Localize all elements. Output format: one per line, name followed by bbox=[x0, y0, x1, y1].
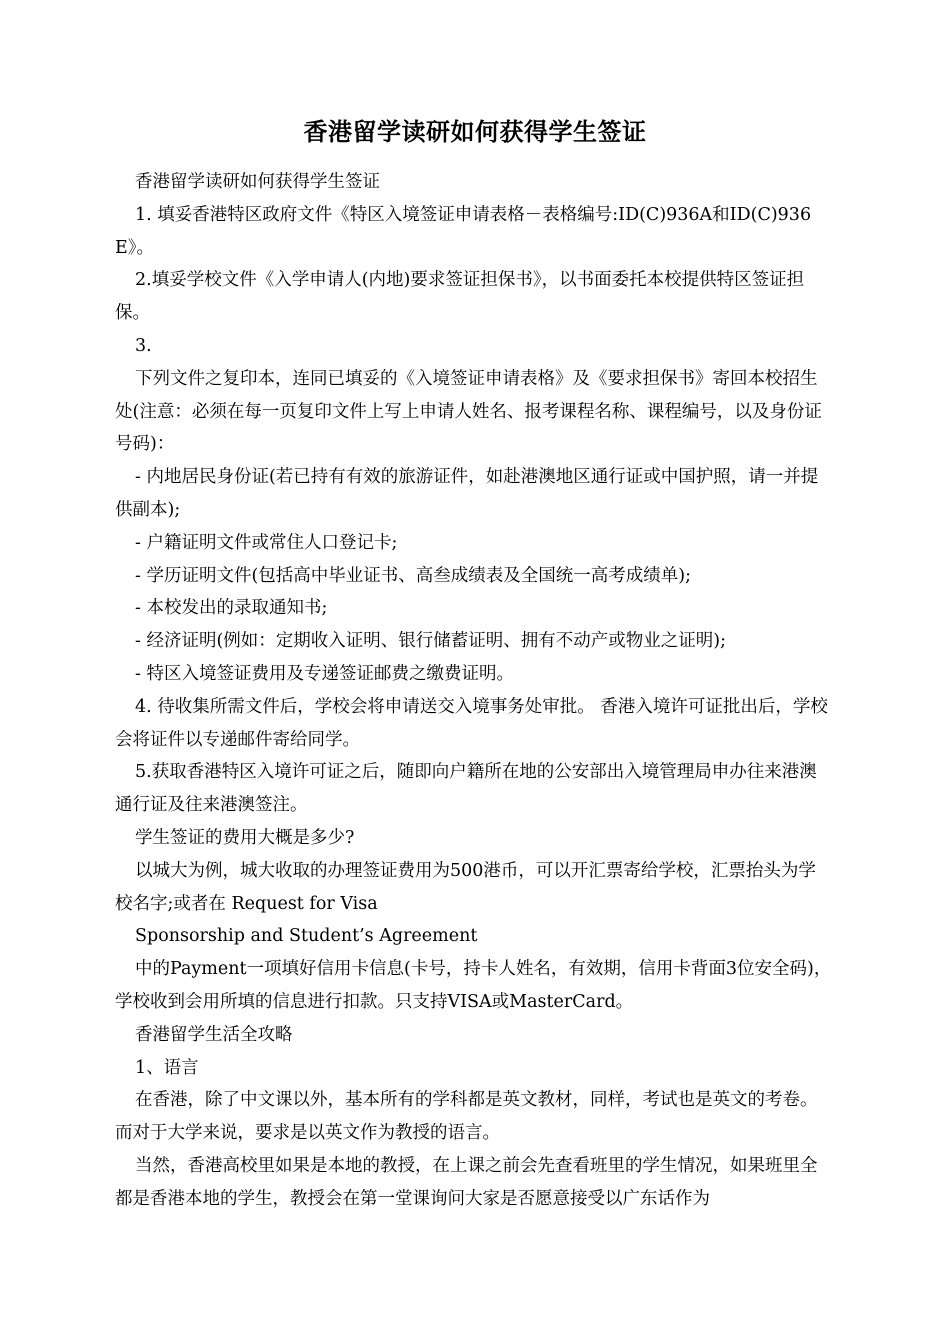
paragraph-step-4: 4. 待收集所需文件后，学校会将申请送交入境事务处审批。 香港入境许可证批出后，学校会将证件以专递邮件寄给同学。 bbox=[115, 696, 828, 750]
list-item-financial-proof: - 经济证明(例如：定期收入证明、银行储蓄证明、拥有不动产或物业之证明); bbox=[135, 631, 727, 652]
document-body bbox=[115, 166, 833, 1216]
paragraph-step-5: 5.获取香港特区入境许可证之后，随即向户籍所在地的公安部出入境管理局申办往来港澳通行证及往来港澳签注。 bbox=[115, 762, 817, 816]
paragraph-step-3-number: 3. bbox=[135, 335, 152, 356]
list-item-id-card: - 内地居民身份证(若已持有有效的旅游证件，如赴港澳地区通行证或中国护照，请一并提供副本); bbox=[115, 467, 819, 520]
list-item-academic-certificate: - 学历证明文件(包括高中毕业证书、高叁成绩表及全国统一高考成绩单); bbox=[135, 565, 692, 586]
paragraph-fee-question: 学生签证的费用大概是多少? bbox=[135, 827, 355, 848]
section-heading-language: 1、语言 bbox=[135, 1057, 199, 1078]
list-item-household-register: - 户籍证明文件或常住人口登记卡; bbox=[135, 532, 398, 553]
list-item-admission-notice: - 本校发出的录取通知书; bbox=[135, 598, 328, 619]
paragraph-payment-info: 中的Payment一项填好信用卡信息(卡号，持卡人姓名，有效期，信用卡背面3位安全码)，学校收到会用所填的信息进行扣款。只支持VISA或MasterCard。 bbox=[115, 959, 832, 1012]
document-title: 香港留学读研如何获得学生签证 bbox=[303, 117, 647, 146]
paragraph-language-1: 在香港，除了中文课以外，基本所有的学科都是英文教材，同样，考试也是英文的考卷。而对于大学来说，要求是以英文作为教授的语言。 bbox=[115, 1090, 818, 1144]
paragraph-step-3-documents: 下列文件之复印本，连同已填妥的《入境签证申请表格》及《要求担保书》寄回本校招生处(注意：必须在每一页复印文件上写上申请人姓名、报考课程名称、课程编号，以及身份证号码)： bbox=[115, 368, 822, 455]
paragraph-step-1: 1. 填妥香港特区政府文件《特区入境签证申请表格－表格编号:ID(C)936A和ID(C)936E》。 bbox=[115, 204, 812, 258]
section-heading-life-guide: 香港留学生活全攻略 bbox=[135, 1024, 293, 1045]
paragraph-subtitle: 香港留学读研如何获得学生签证 bbox=[135, 172, 380, 192]
paragraph-agreement-name: Sponsorship and Student’s Agreement bbox=[135, 926, 478, 947]
paragraph-fee-answer: 以城大为例，城大收取的办理签证费用为500港币，可以开汇票寄给学校，汇票抬头为学校名字;或者在 Request for Visa bbox=[115, 860, 816, 914]
paragraph-language-2: 当然，香港高校里如果是本地的教授，在上课之前会先查看班里的学生情况，如果班里全都是香港本地的学生，教授会在第一堂课询问大家是否愿意接受以广东话作为 bbox=[115, 1155, 818, 1209]
list-item-fee-proof: - 特区入境签证费用及专递签证邮费之缴费证明。 bbox=[135, 663, 514, 684]
paragraph-step-2: 2.填妥学校文件《入学申请人(内地)要求签证担保书》，以书面委托本校提供特区签证担保。 bbox=[115, 270, 805, 324]
